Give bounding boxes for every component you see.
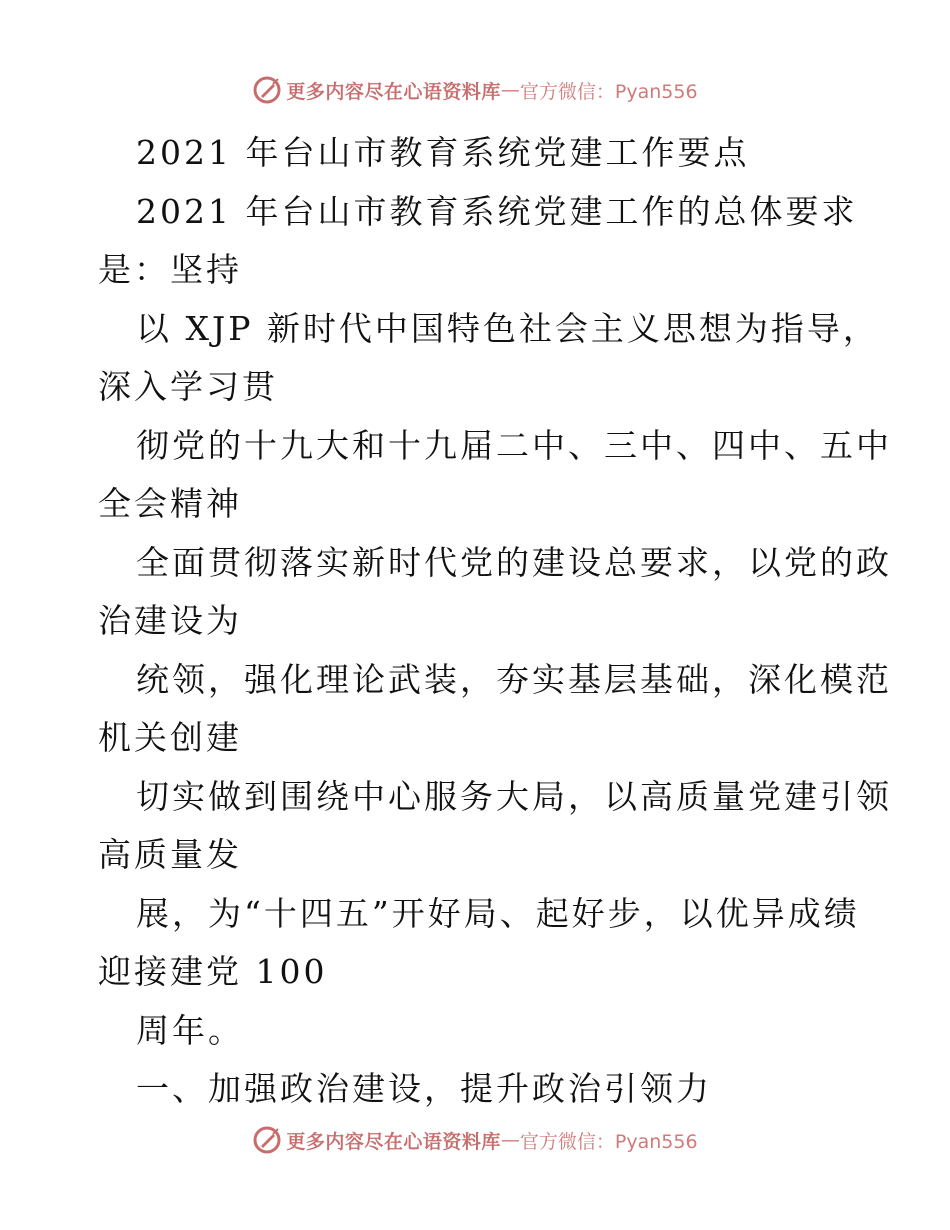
watermark-separator: — <box>500 1129 520 1151</box>
document-line: 治建设为 <box>98 601 242 640</box>
footer-watermark <box>0 1120 950 1160</box>
document-body <box>98 124 892 1119</box>
watermark-wechat-text: 官方微信：Pyan556 <box>519 1130 698 1153</box>
document-line: 展，为“十四五”开好局、起好步，以优异成绩 <box>136 893 860 933</box>
quill-pen-logo-icon <box>252 1125 282 1155</box>
document-line: 周年。 <box>136 1010 244 1050</box>
document-line: 高质量发 <box>98 835 242 874</box>
watermark-main-text: 更多内容尽在心语资料库 <box>286 80 501 103</box>
document-line: 切实做到围绕中心服务大局，以高质量党建引领 <box>136 776 892 816</box>
watermark-main-text: 更多内容尽在心语资料库 <box>286 1130 501 1153</box>
document-line: 全会精神 <box>98 484 242 523</box>
document-line: 2021 年台山市教育系统党建工作要点 <box>136 133 750 172</box>
document-line: 2021 年台山市教育系统党建工作的总体要求 <box>136 191 858 231</box>
header-watermark <box>0 70 950 110</box>
document-line: 机关创建 <box>98 718 242 757</box>
watermark-separator: — <box>500 79 520 101</box>
document-line: 统领，强化理论武装，夯实基层基础，深化模范 <box>136 659 892 699</box>
watermark-wechat-text: 官方微信：Pyan556 <box>519 80 698 103</box>
document-line: 迎接建党 100 <box>98 952 328 991</box>
document-line: 一、加强政治建设，提升政治引领力 <box>136 1069 712 1108</box>
document-line: 全面贯彻落实新时代党的建设总要求，以党的政 <box>136 542 892 582</box>
document-line: 深入学习贯 <box>98 367 278 406</box>
document-line: 是：坚持 <box>98 250 242 289</box>
quill-pen-logo-icon <box>252 75 282 105</box>
document-line: 以 XJP 新时代中国特色社会主义思想为指导， <box>136 308 879 348</box>
document-line: 彻党的十九大和十九届二中、三中、四中、五中 <box>136 425 892 465</box>
